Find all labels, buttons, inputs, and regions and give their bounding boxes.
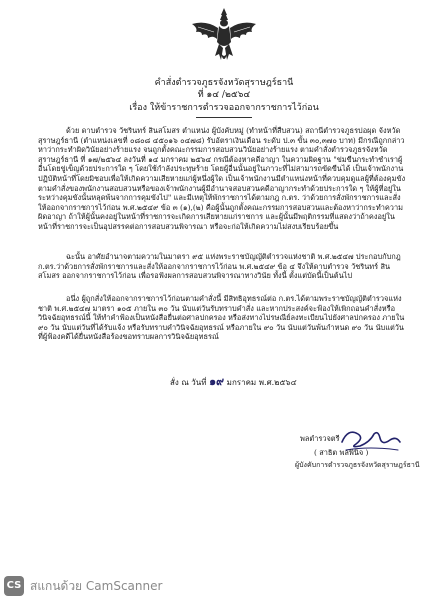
signed-day: ๑๙: [209, 375, 225, 388]
body-paragraph-1-text: ด้วย ดาบตำรวจ วัชรินทร์ สินสโมสร ตำแหน่ง ผู้บังคับหมู่ (ทำหน้าที่สืบสวน) สถานีตำรวจภูธรบ่อผุด จังหวัดสุราษฎร์ธานี (ตำแหน่งเลขที่ ๐๘๐๘ ๔๕๐๑๖ ๐๔๗๘) รับอัตราเงินเดือน ระดับ ป.๓ ขั้น ๓๐,๓๗๐ บาท) มีกรณีถูกกล่าวหาว่ากระทำผิดวินัยอย่างร้ายแรง จนถูกตั้งคณะกรรมการสอบสวนวินัยอย่างร้ายแรง ตามคำสั่งตำรวจภูธรจังหวัดสุราษฎร์ธานี ที่ ๑๗/๒๕๖๔ ลงวันที่ ๑๔ มกราคม ๒๕๖๔ กรณีต้องหาคดีอาญา ในความผิดฐาน "ข่มขืนกระทำชำเราผู้อื่นโดยขู่เข็ญด้วยประการใด ๆ โดยใช้กำลังประทุษร้าย โดยผู้อื่นนั้นอยู่ในภาวะที่ไม่สามารถขัดขืนได้ เป็นเจ้าพนักงานปฏิบัติหน้าที่โดยมิชอบเพื่อให้เกิดความเสียหายแก่ผู้หนึ่งผู้ใด เป็นเจ้าพนักงานมีตำแหน่งหน้าที่ควบคุมดูแลผู้ที่ต้องคุมขังตามคำสั่งของพนักงานสอบสวนหรือของเจ้าพนักงานผู้มีอำนาจสอบสวนคดีอาญากระทำด้วยประการใด ๆ ให้ผู้ที่อยู่ในระหว่างคุมขังนั้นหลุดพ้นจากการคุมขังไป" และมีเหตุให้พักราชการได้ตามกฎ ก.ตร. ว่าด้วยการสั่งพักราชการและสั่งให้ออกจากราชการไว้ก่อน พ.ศ.๒๕๔๙ ข้อ ๓ (๑),(๒) คือผู้นั้นถูกตั้งคณะกรรมการสอบสวนและต้องหาว่ากระทำความผิดอาญา ถ้าให้ผู้นั้นคงอยู่ในหน้าที่ราชการจะเกิดการเสียหายแก่ราชการ และผู้นั้นมีพฤติกรรมที่แสดงว่าถ้าคงอยู่ในหน้าที่ราชการจะเป็นอุปสรรคต่อการสอบสวนพิจารณา หรือจะก่อให้เกิดความไม่สงบเรียบร้อยขึ้น: [38, 126, 406, 231]
body-paragraph-2-text: ฉะนั้น อาศัยอำนาจตามความในมาตรา ๙๕ แห่งพระราชบัญญัติตำรวจแห่งชาติ พ.ศ.๒๕๔๗ ประกอบกับกฎ ก.ตร.ว่าด้วยการสั่งพักราชการและสั่งให้ออกจากราชการไว้ก่อน พ.ศ.๒๕๔๙ ข้อ ๔ จึงให้ดาบตำรวจ วัชรินทร์ สินสโมสร ออกจากราชการไว้ก่อน เพื่อรอฟังผลการสอบสวนพิจารณาทางวินัย ทั้งนี้ ตั้งแต่บัดนี้เป็นต้นไป: [38, 252, 401, 281]
scanner-footer: [0, 572, 448, 600]
scanner-watermark-text: สแกนด้วย CamScanner: [30, 579, 163, 593]
signer-name: ( สาธิต พลพินิจ ): [314, 448, 369, 457]
signer-position: ผู้บังคับการตำรวจภูธรจังหวัดสุราษฎร์ธานี: [295, 461, 420, 469]
order-title: คำสั่งตำรวจภูธรจังหวัดสุราษฎร์ธานี: [154, 78, 294, 88]
camscanner-logo-icon: CS: [4, 576, 24, 596]
body-paragraph-2: [38, 252, 408, 281]
signed-date: [170, 372, 297, 390]
body-paragraph-3: [38, 294, 408, 342]
signed-month-year: มกราคม พ.ศ.๒๕๖๔: [226, 378, 297, 387]
signer-rank: พลตำรวจตรี: [300, 434, 340, 443]
signed-date-label: สั่ง ณ วันที่: [170, 378, 207, 387]
order-subject: เรื่อง ให้ข้าราชการตำรวจออกจากราชการไว้ก่อน: [129, 103, 319, 113]
garuda-emblem-icon: [188, 6, 260, 70]
order-number: ที่ ๑๔ /๒๕๖๔: [197, 90, 251, 100]
body-paragraph-1: [38, 126, 408, 232]
body-paragraph-3-text: อนึ่ง ผู้ถูกสั่งให้ออกจากราชการไว้ก่อนตามคำสั่งนี้ มีสิทธิอุทธรณ์ต่อ ก.ตร.ได้ตามพระราชบัญญัติตำรวจแห่งชาติ พ.ศ.๒๕๔๗ มาตรา ๑๐๕ ภายใน ๓๐ วัน นับแต่วันรับทราบคำสั่ง และหากประสงค์จะฟ้องให้เพิกถอนคำสั่งหรือวินิจฉัยอุทธรณ์นี้ ให้ทำคำฟ้องเป็นหนังสือยื่นต่อศาลปกครอง หรือส่งทางไปรษณีย์ลงทะเบียนไปยังศาลปกครอง ภายใน ๙๐ วัน นับแต่วันที่ได้รับแจ้ง หรือรับทราบคำวินิจฉัยอุทธรณ์ หรือภายใน ๙๐ วัน นับแต่วันพ้นกำหนด ๙๐ วัน นับแต่วันที่ผู้ฟ้องคดีได้ยื่นหนังสือร้องขอทราบผลการวินิจฉัยอุทธรณ์: [38, 294, 405, 342]
header-divider: [196, 117, 252, 118]
